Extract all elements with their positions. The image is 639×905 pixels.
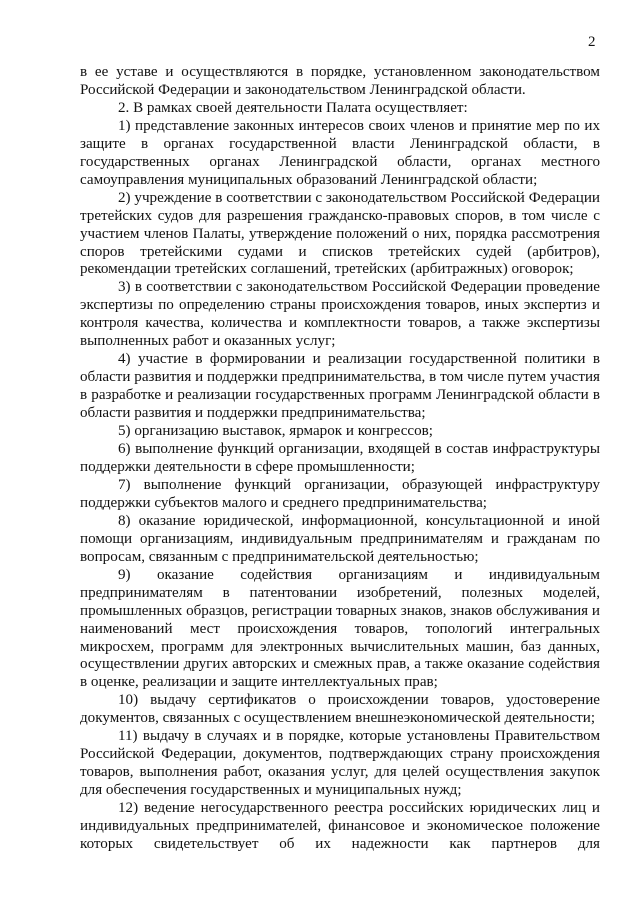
list-item-10: 10) выдачу сертификатов о происхождении товаров, удостоверение документов, связанных с осуществлением внешнеэкономической деятельности; bbox=[80, 692, 600, 727]
list-item-11: 11) выдачу в случаях и в порядке, которые установлены Правительством Российской Федерации, документов, подтверждающих страну происхождения товаров, выполнения работ, оказания услуг, для целей осуществления закупок для обеспечения государственных и муниципальных нужд; bbox=[80, 728, 600, 799]
list-item-12: 12) ведение негосударственного реестра российских юридических лиц и индивидуальных предпринимателей, финансовое и экономическое положение которых свидетельствует об их надежности как партнеров для bbox=[80, 800, 600, 852]
list-item-7: 7) выполнение функций организации, образующей инфраструктуру поддержки субъектов малого и среднего предпринимательства; bbox=[80, 476, 600, 511]
list-item-9: 9) оказание содействия организациям и индивидуальным предпринимателям в патентовании изобретений, полезных моделей, промышленных образцов, регистрации товарных знаков, знаков обслуживания и наименований мест происхождения товаров, топологий интегральных микросхем, программ для электронных вычислительных машин, баз данных, осуществлении других авторских и смежных прав, а также оказание содействия в оценке, реализации и защите интеллектуальных прав; bbox=[80, 566, 600, 691]
paragraph-continuation: в ее уставе и осуществляются в порядке, установленном законодательством Российской Федерации и законодательством Ленинградской области. bbox=[80, 64, 600, 98]
list-item-2: 2) учреждение в соответствии с законодательством Российской Федерации третейских судов для разрешения гражданско-правовых споров, в том числе с участием членов Палаты, утверждение положений о них, порядка рассмотрения споров третейскими судами и списков третейских судей (арбитров), рекомендации третейских соглашений, третейских (арбитражных) оговорок; bbox=[80, 189, 600, 278]
list-item-3: 3) в соответствии с законодательством Российской Федерации проведение экспертизы по определению страны происхождения товаров, иных экспертиз и контроля качества, количества и комплектности товаров, а также экспертизы выполненных работ и оказанных услуг; bbox=[80, 279, 600, 350]
list-item-6: 6) выполнение функций организации, входящей в состав инфраструктуры поддержки деятельности в сфере промышленности; bbox=[80, 441, 600, 475]
list-item-8: 8) оказание юридической, информационной, консультационной и иной помощи организациям, индивидуальным предпринимателям и гражданам по вопросам, связанным с предпринимательской деятельностью; bbox=[80, 512, 600, 565]
document-body bbox=[80, 64, 600, 854]
list-item-5: 5) организацию выставок, ярмарок и конгрессов; bbox=[118, 423, 433, 440]
list-item-4: 4) участие в формировании и реализации государственной политики в области развития и поддержки предпринимательства, в том числе путем участия в разработке и реализации государственных программ Ленинградской области в области развития и поддержки предпринимательства; bbox=[80, 351, 600, 422]
paragraph-section-2: 2. В рамках своей деятельности Палата осуществляет: bbox=[118, 99, 468, 116]
list-item-1: 1) представление законных интересов своих членов и принятие мер по их защите в органах государственной власти Ленинградской области, в государственных органах Ленинградской области, органах местного самоуправления муниципальных образований Ленинградской области; bbox=[80, 117, 600, 188]
page-number: 2 bbox=[588, 34, 596, 50]
